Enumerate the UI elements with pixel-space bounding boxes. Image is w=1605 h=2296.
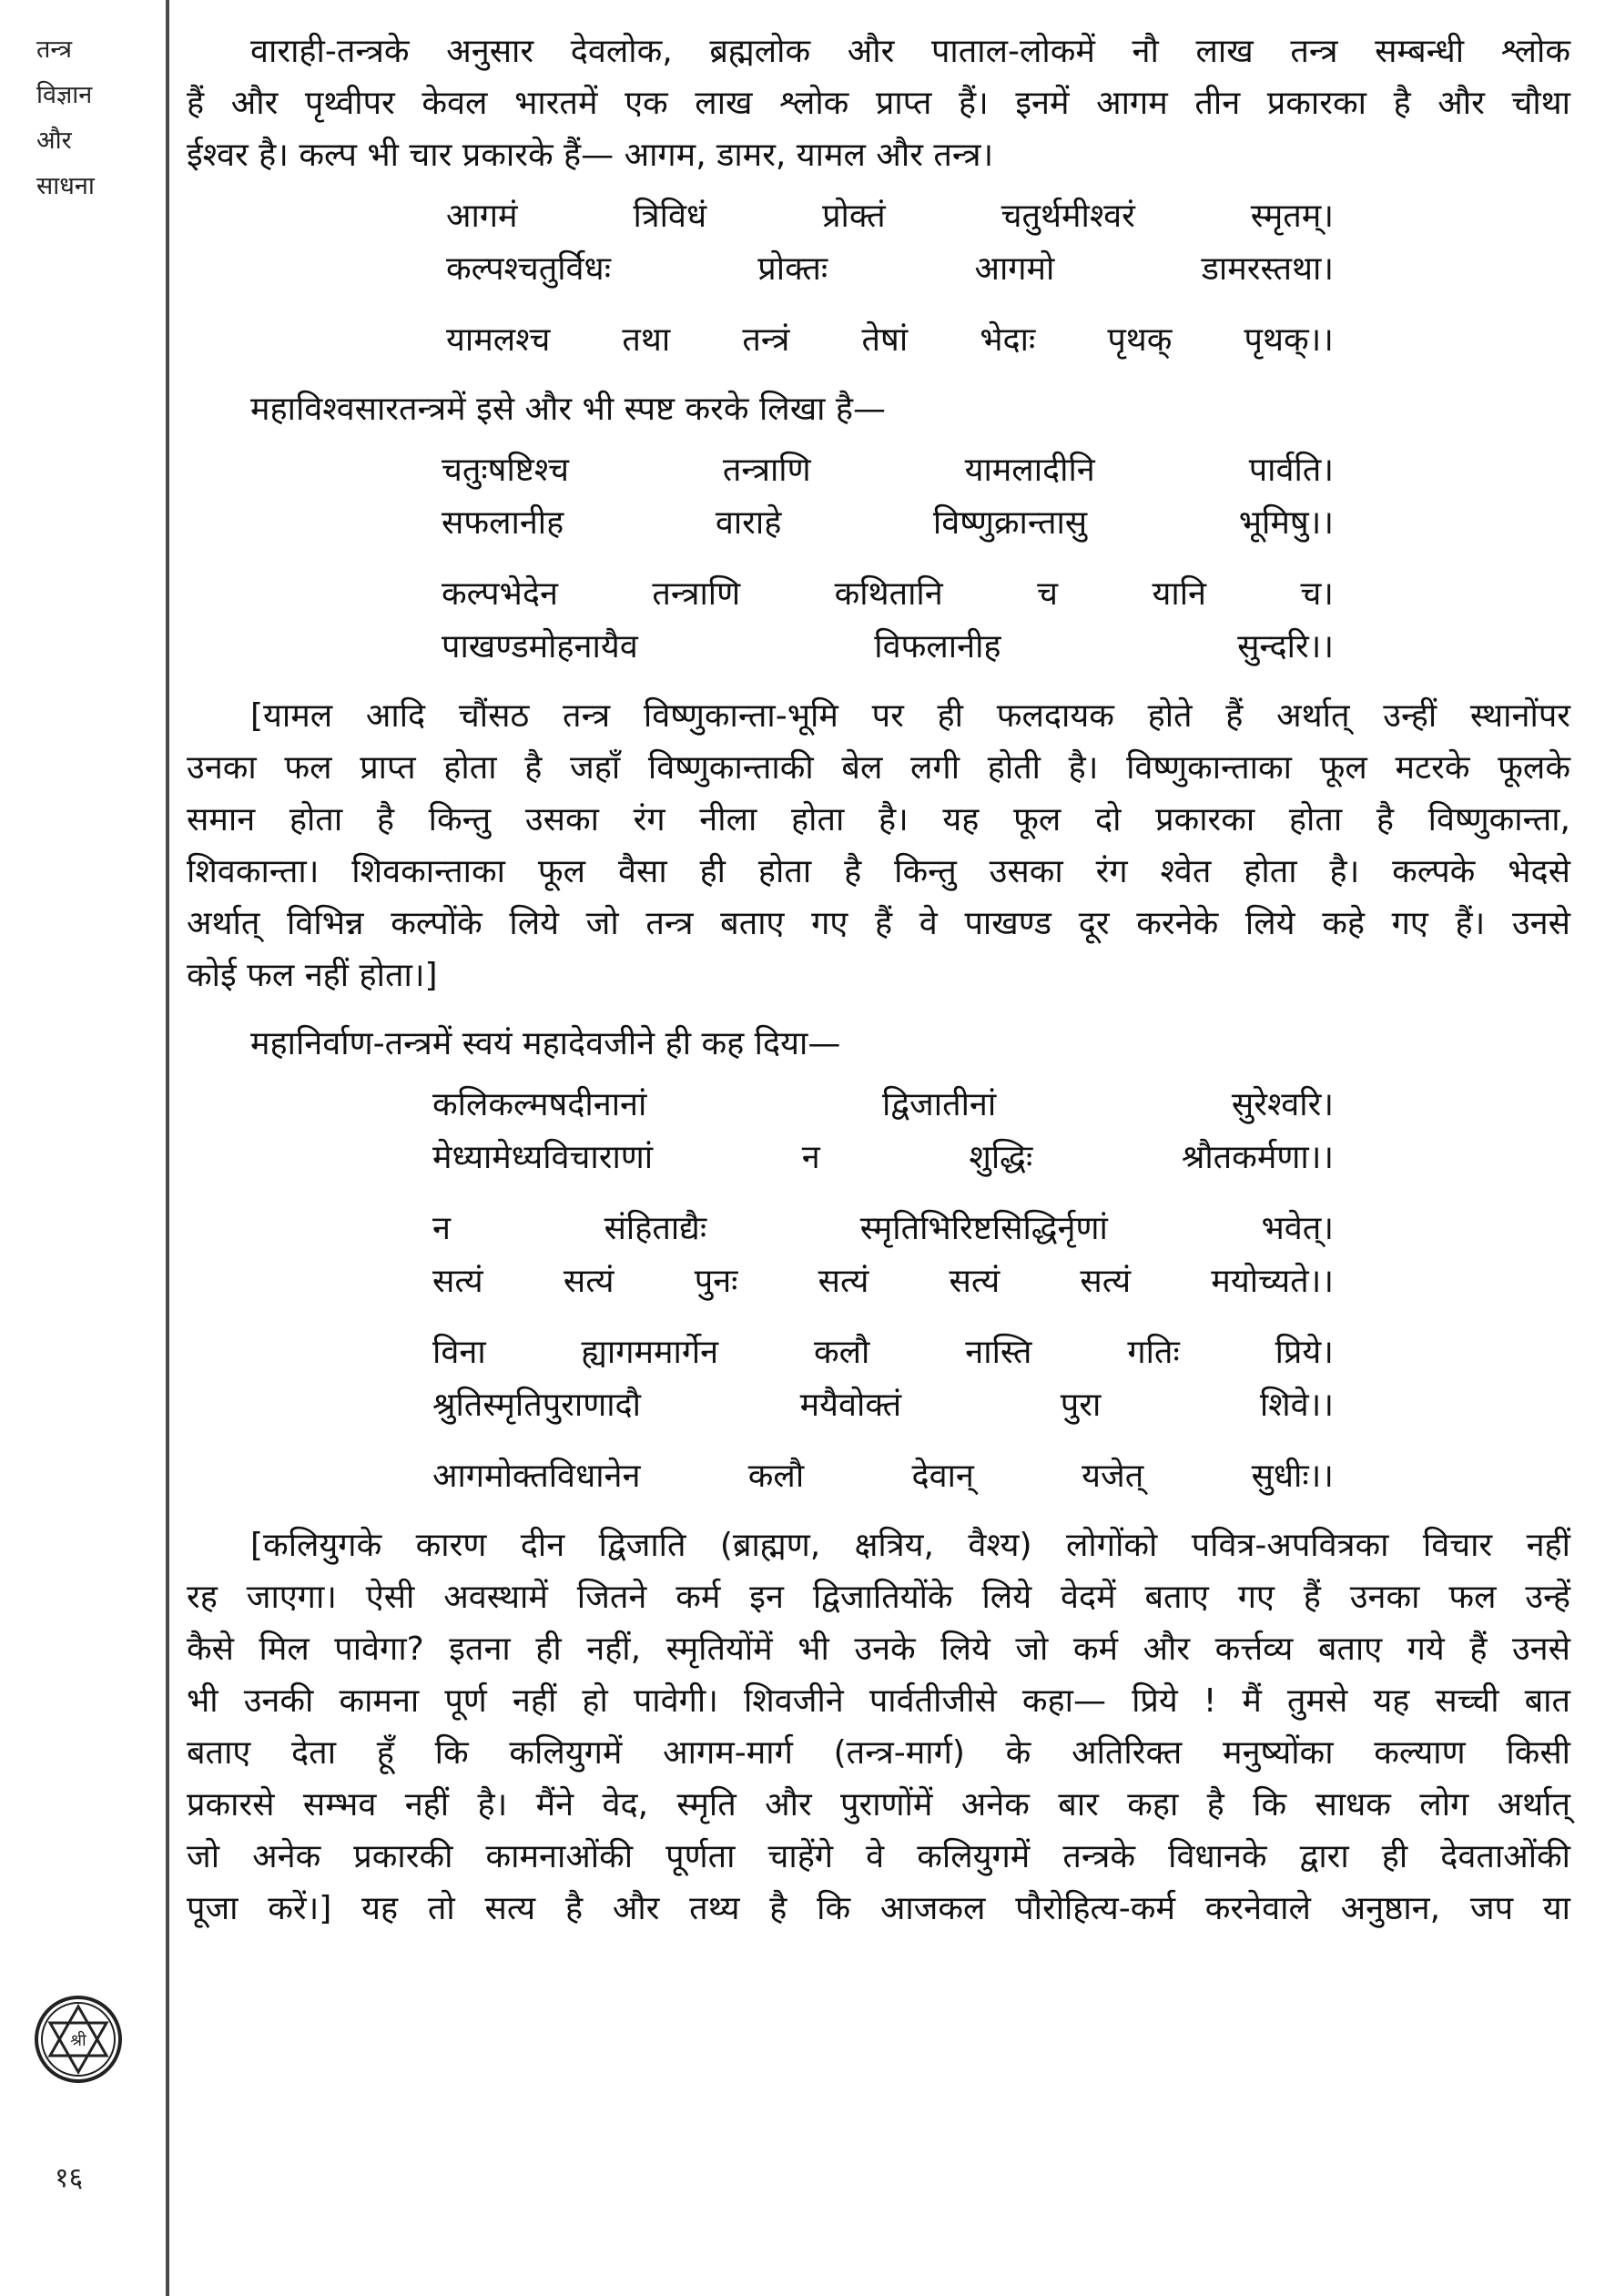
text-line: उनका फल प्राप्त होता है जहाँ विष्णुकान्ताकी बेल लगी होती है। विष्णुकान्ताका फूल मटरके फूलके [187, 749, 1570, 787]
text-line: [यामल आदि चौंसठ तन्त्र विष्णुकान्ता-भूमि पर ही फलदायक होते हैं अर्थात् उन्हीं स्थानोंपर [250, 697, 1570, 735]
verse-line [432, 1450, 1334, 1503]
verse-word: शिवे।। [1259, 1387, 1334, 1424]
verse-word: तन्त्राणि [652, 575, 741, 613]
verse-word: मेध्यामेध्यविचाराणां [432, 1139, 654, 1176]
verse-word: मयोच्यते।। [1211, 1263, 1334, 1300]
verse-word: चतुःषष्टिश्च [442, 452, 569, 489]
verse-word: सुधीः।। [1251, 1458, 1334, 1495]
verse-word: सत्यं [563, 1263, 615, 1300]
text-line: कोई फल नहीं होता।] [187, 957, 438, 994]
vertical-divider [166, 0, 169, 2296]
verse-word: पुरा [1060, 1387, 1102, 1424]
verse-word: प्रोक्तं [822, 198, 886, 235]
verse-word: सत्यं [949, 1263, 1001, 1300]
text-line: समान होता है किन्तु उसका रंग नीला होता है। यह फूल दो प्रकारका होता है विष्णुकान्ता, [187, 801, 1570, 838]
intro-text: महानिर्वाण-तन्त्रमें स्वयं महादेवजीने ही कह दिया— [250, 1025, 841, 1062]
verse-word: ह्यागममार्गेन [581, 1334, 719, 1371]
verse-word: कलौ [814, 1334, 870, 1371]
text-line: [कलियुगके कारण दीन द्विजाति (ब्राह्मण, क्षत्रिय, वैश्य) लोगोंको पवित्र-अपवित्रका विचार नहीं [250, 1527, 1570, 1564]
text-line: कैसे मिल पावेगा? इतना ही नहीं, स्मृतियोंमें भी उनके लिये जो कर्म और कर्त्तव्य बताए गये हैं उनसे [187, 1631, 1570, 1668]
verse-word: यामलश्च [446, 321, 551, 359]
book-title-line: साधना [36, 172, 95, 200]
text-line: हैं और पृथ्वीपर केवल भारतमें एक लाख श्लोक प्राप्त हैं। इनमें आगम तीन प्रकारका है और चौथा [187, 85, 1570, 122]
verse-line [442, 568, 1334, 621]
verse-line [432, 1203, 1334, 1255]
verse-word: तेषां [861, 321, 909, 359]
verse-word: पार्वति। [1248, 452, 1334, 489]
verse-word: गतिः [1127, 1334, 1180, 1371]
verse-word: देवान् [911, 1458, 974, 1495]
text-line: वाराही-तन्त्रके अनुसार देवलोक, ब्रह्मलोक और पाताल-लोकमें नौ लाख तन्त्र सम्बन्धी श्लोक [250, 33, 1570, 70]
verse-word: आगमं [446, 198, 518, 235]
book-title-line: तन्त्र [36, 36, 73, 64]
verse-line [442, 444, 1334, 497]
verse-word: स्मृतिभिरिष्टसिद्धिर्नृणां [859, 1210, 1108, 1247]
verse-word: तथा [622, 321, 671, 359]
verse-word: कलिकल्मषदीनानां [432, 1086, 647, 1123]
verse-word: यामलादीनि [964, 452, 1095, 489]
verse-word: प्रिये। [1275, 1334, 1334, 1371]
paragraph-1 [187, 25, 1570, 181]
text-line: पूजा करें।] यह तो सत्य है और तथ्य है कि आजकल पौरोहित्य-कर्म करनेवाले अनुष्ठान, जप या [187, 1890, 1570, 1927]
verse-word: पाखण्डमोहनायैव [442, 628, 638, 665]
verse-word: न [801, 1139, 820, 1176]
verse-1 [446, 190, 1334, 367]
verse-word: शुद्धिः [969, 1139, 1033, 1176]
text-line: बताए देता हूँ कि कलियुगमें आगम-मार्ग (तन्त्र-मार्ग) के अतिरिक्त मनुष्योंका कल्याण किसी [187, 1734, 1570, 1772]
verse-word: कलौ [747, 1458, 805, 1495]
verse-line [432, 1132, 1334, 1184]
verse-line [446, 190, 1334, 243]
verse-line [432, 1379, 1334, 1432]
sidebar [0, 0, 164, 2296]
verse-word: स्मृतम्। [1250, 198, 1334, 235]
verse-word: कल्पभेदेन [442, 575, 558, 613]
verse-word: सफलानीह [442, 504, 564, 542]
verse-word: भूमिषु।। [1238, 504, 1334, 542]
verse-word: श्रौतकर्मणा।। [1181, 1139, 1334, 1176]
verse-word: चतुर्थमीश्वरं [1001, 198, 1135, 235]
emblem-text: श्री [70, 2031, 86, 2050]
verse-word: सुरेश्वरि। [1231, 1086, 1334, 1123]
verse-word: आगमो [974, 250, 1055, 288]
verse-word: कल्पश्चतुर्विधः [446, 250, 611, 288]
book-title-line: विज्ञान [36, 81, 93, 109]
verse-word: पृथक् [1107, 321, 1173, 359]
verse-word: सुन्दरि।। [1237, 628, 1334, 665]
paragraph-2 [187, 690, 1570, 1001]
verse-line [446, 314, 1334, 367]
verse-word: पृथक्।। [1244, 321, 1334, 359]
verse-word: तन्त्राणि [722, 452, 811, 489]
text-line: जो अनेक प्रकारकी कामनाओंकी पूर्णता चाहेंगे वे कलियुगमें तन्त्रके विधानके द्वारा ही देवताओंकी [187, 1838, 1570, 1875]
verse-line [432, 1255, 1334, 1308]
verse-word: यानि [1152, 575, 1206, 613]
verse-word: पुनः [694, 1263, 738, 1300]
verse-2 [442, 444, 1334, 674]
verse-word: आगमोक्तविधानेन [432, 1458, 641, 1495]
star-emblem-icon [33, 1994, 124, 2085]
intro-text: महाविश्वसारतन्त्रमें इसे और भी स्पष्ट करके लिखा है— [250, 391, 887, 428]
verse-word: श्रुतिस्मृतिपुराणादौ [432, 1387, 641, 1424]
verse-word: च [1037, 575, 1059, 613]
text-line: अर्थात् विभिन्न कल्पोंके लिये जो तन्त्र बताए गए हैं वे पाखण्ड दूर करनेके लिये कहे गए हैं। उनसे [187, 905, 1570, 942]
verse-line [432, 1079, 1334, 1132]
verse-word: न [432, 1210, 451, 1247]
verse-word: त्रिविधं [633, 198, 707, 235]
verse-word: कथितानि [834, 575, 943, 613]
verse-word: सत्यं [432, 1263, 483, 1300]
book-title [36, 27, 146, 209]
verse-word: सत्यं [818, 1263, 869, 1300]
verse-word: भेदाः [980, 321, 1036, 359]
text-line: ईश्वर है। कल्प भी चार प्रकारके हैं— आगम, डामर, यामल और तन्त्र। [187, 137, 994, 174]
text-line: शिवकान्ता। शिवकान्ताका फूल वैसा ही होता है किन्तु उसका रंग श्वेत होता है। कल्पके भेदसे [187, 853, 1570, 890]
page-body [187, 25, 1570, 1935]
verse-word: च। [1300, 575, 1334, 613]
verse-word: मयैवोक्तं [799, 1387, 902, 1424]
verse-word: विष्णुक्रान्तासु [932, 504, 1088, 542]
verse-word: वाराहे [715, 504, 782, 542]
verse-line [442, 621, 1334, 674]
verse-word: द्विजातीनां [882, 1086, 997, 1123]
verse-word: विना [432, 1334, 486, 1371]
verse-word: प्रोक्तः [757, 250, 828, 288]
book-title-line: और [36, 127, 72, 155]
text-line: रह जाएगा। ऐसी अवस्थामें जितने कर्म इन द्विजातियोंके लिये वेदमें बताए गए हैं उनका फल उन्हें [187, 1579, 1570, 1616]
verse-word: भवेत्। [1261, 1210, 1334, 1247]
verse-word: संहिताद्यैः [604, 1210, 707, 1247]
verse-word: यजेत् [1082, 1458, 1144, 1495]
text-line: भी उनकी कामना पूर्ण नहीं हो पावेगी। शिवजीने पार्वतीजीसे कहा— प्रिये ! मैं तुमसे यह सच्ची बात [187, 1682, 1570, 1720]
verse-word: तन्त्रं [742, 321, 790, 359]
verse-3 [432, 1079, 1334, 1503]
verse-word: डामरस्तथा। [1201, 250, 1334, 288]
text-line: प्रकारसे सम्भव नहीं है। मैंने वेद, स्मृति और पुराणोंमें अनेक बार कहा है कि साधक लोग अर्थात् [187, 1786, 1570, 1824]
verse-word: सत्यं [1080, 1263, 1132, 1300]
verse-word: विफलानीह [874, 628, 1001, 665]
verse-line [432, 1326, 1334, 1379]
page-number: १६ [55, 2162, 84, 2194]
verse-word: नास्ति [965, 1334, 1032, 1371]
verse-line [442, 497, 1334, 550]
paragraph-3 [187, 1519, 1570, 1935]
verse-line [446, 243, 1334, 296]
